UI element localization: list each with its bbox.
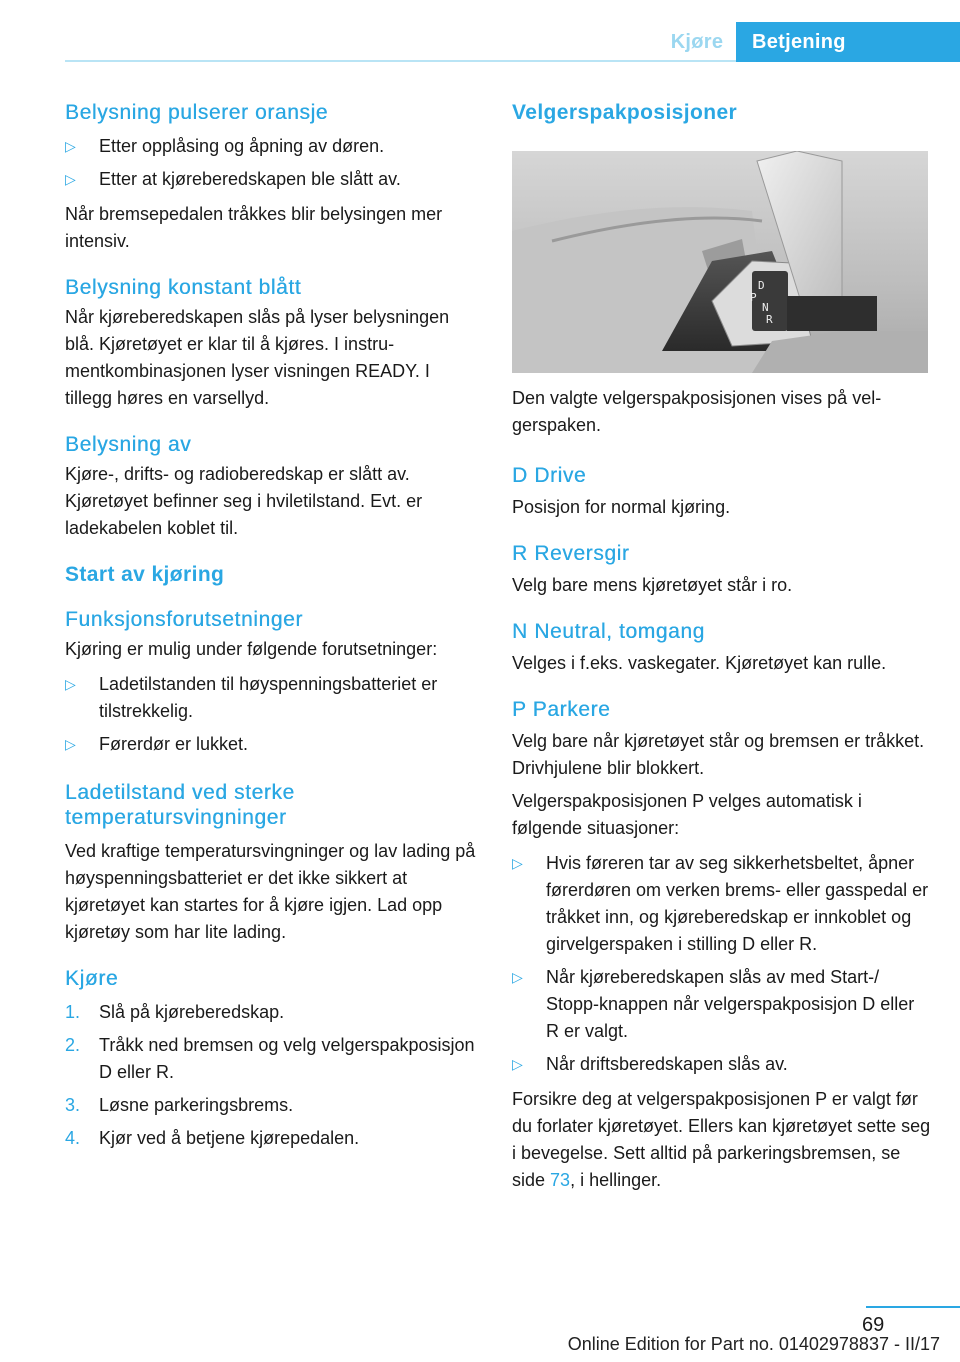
list-item: ▷ Etter opplåsing og åpning av døren. xyxy=(65,133,480,160)
list-item: ▷ Etter at kjøreberedskapen ble slått av. xyxy=(65,166,480,193)
gear-label-r: R xyxy=(766,313,773,326)
gear-label-p: P xyxy=(750,291,757,304)
left-column xyxy=(65,100,480,1152)
triangle-bullet-icon: ▷ xyxy=(512,1056,523,1072)
paragraph: Velg bare når kjøretøyet står og bremsen er tråkket. Drivhjulene blir blokkert. xyxy=(512,731,925,778)
list-item: ▷ Ladetilstanden til høyspenningsbatteriet er tilstrekkelig. xyxy=(65,671,480,725)
paragraph: Når bremsepedalen tråkkes blir belysingen mer intensiv. xyxy=(65,204,443,251)
right-column xyxy=(512,100,932,1194)
section-title: Ladetilstand ved sterke temperatursvingninger xyxy=(65,781,295,829)
paragraph: Velgerspakposisjonen P velges automatisk i følgende situasjoner: xyxy=(512,791,862,838)
gear-label-d: D xyxy=(758,279,765,292)
paragraph: Velg bare mens kjøretøyet står i ro. xyxy=(512,575,793,595)
chapter-title: Velgerspakposisjoner xyxy=(512,101,738,124)
list-item: ▷ Når driftsberedskapen slås av. xyxy=(512,1051,932,1078)
section-title: Funksjonsforutsetninger xyxy=(65,608,303,631)
list-item: ▷ Når kjøreberedskapen slås av med Start-/ Stopp-knappen når velgerspakposisjon D eller R er valgt. xyxy=(512,964,932,1045)
paragraph: Når kjøreberedskapen slås på lyser belysningen blå. Kjøretøyet er klar til å kjøres. I instrumentkombinasjonen lyser visningen READY. I tillegg høres en varsellyd. xyxy=(65,307,450,408)
bullet-list xyxy=(65,671,480,758)
list-item: 4. Kjør ved å betjene kjørepedalen. xyxy=(65,1128,360,1148)
paragraph: Den valgte velgerspakposisjonen vises på velgerspaken. xyxy=(512,388,882,435)
page-reference-link[interactable]: 73 xyxy=(550,1170,571,1190)
list-item: 2. Tråkk ned bremsen og velg velgerspakposisjon D eller R. xyxy=(65,1035,475,1082)
page-number: 69 xyxy=(862,1314,885,1336)
section-title: P Parkere xyxy=(512,698,611,721)
chapter-title: Start av kjøring xyxy=(65,563,225,586)
list-item: ▷ Førerdør er lukket. xyxy=(65,731,480,758)
gear-selector-photo xyxy=(512,151,928,373)
section-title: Belysning av xyxy=(65,433,192,456)
paragraph: Ved kraftige temperatursvingninger og lav lading på høyspenningsbatteriet er det ikke sikkert at kjøretøyet kan startes for å kjøre igjen. Lad opp kjøretøy som har lite lading. xyxy=(65,841,476,942)
section-title: Belysning pulserer oransje xyxy=(65,101,329,124)
bullet-list xyxy=(512,850,932,1078)
list-item: ▷ Hvis føreren tar av seg sikkerhetsbeltet, åpner førerdøren om verken brems- eller gasspedal er tråkket inn, og kjøreberedskap er innkoblet og girvelgerspaken i stilling D eller R. xyxy=(512,850,932,958)
triangle-bullet-icon: ▷ xyxy=(65,736,76,752)
section-title: D Drive xyxy=(512,464,587,487)
paragraph: Kjøring er mulig under følgende forutsetninger: xyxy=(65,639,438,659)
triangle-bullet-icon: ▷ xyxy=(65,138,76,154)
list-item: 3. Løsne parkeringsbrems. xyxy=(65,1095,294,1115)
numbered-list xyxy=(65,999,480,1152)
paragraph: Velges i f.eks. vaskegater. Kjøretøyet kan rulle. xyxy=(512,653,887,673)
paragraph: Posisjon for normal kjøring. xyxy=(512,497,731,517)
tab-active[interactable]: Betjening xyxy=(736,22,960,62)
paragraph: Forsikre deg at velgerspakposisjonen P er valgt før du forlater kjøretøyet. Ellers kan kjøretøyet sette seg i bevegelse. Sett alltid på parkeringsbremsen, se side 73, i hellinger. xyxy=(512,1089,931,1190)
list-item: 1. Slå på kjøreberedskap. xyxy=(65,1002,285,1022)
bullet-list xyxy=(65,133,480,193)
triangle-bullet-icon: ▷ xyxy=(512,855,523,871)
paragraph: Kjøre-, drifts- og radioberedskap er slått av. Kjøretøyet befinner seg i hviletilstand. Evt. er ladekabelen koblet til. xyxy=(65,464,423,538)
section-title: Belysning konstant blått xyxy=(65,276,302,299)
tab-section[interactable]: Kjøre xyxy=(670,31,724,53)
gear-label-n: N xyxy=(762,301,769,314)
triangle-bullet-icon: ▷ xyxy=(65,171,76,187)
triangle-bullet-icon: ▷ xyxy=(65,676,76,692)
triangle-bullet-icon: ▷ xyxy=(512,969,523,985)
page-number-rule xyxy=(866,1306,960,1308)
edition-footer: Online Edition for Part no. 01402978837 - II/17 xyxy=(567,1334,940,1354)
section-title: N Neutral, tomgang xyxy=(512,620,705,643)
section-title: Kjøre xyxy=(65,967,119,990)
section-title: R Reversgir xyxy=(512,542,630,565)
